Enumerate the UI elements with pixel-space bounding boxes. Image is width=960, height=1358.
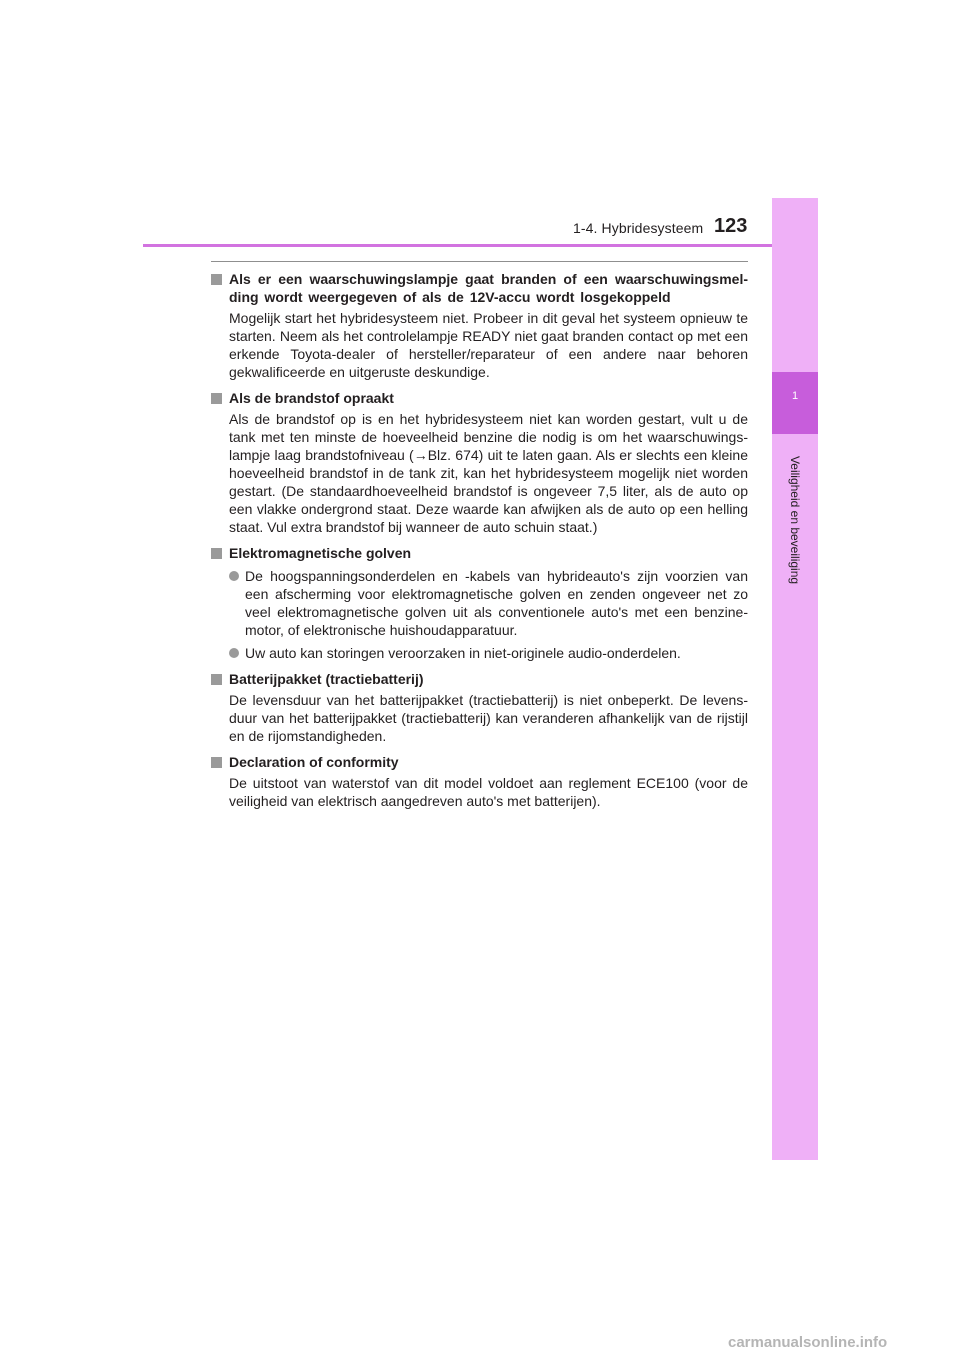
section-item <box>211 270 748 381</box>
side-chapter-block[interactable] <box>772 372 818 434</box>
round-bullet-icon <box>229 648 239 658</box>
header-rule <box>143 244 818 247</box>
square-bullet-icon <box>211 548 222 559</box>
page-number: 123 <box>714 215 748 237</box>
content-top-rule <box>211 261 748 262</box>
section-title: Batterijpakket (tractiebatterij) <box>229 671 424 687</box>
square-bullet-icon <box>211 674 222 685</box>
square-bullet-icon <box>211 757 222 768</box>
section-item <box>211 544 748 662</box>
section-body: De uitstoot van waterstof van dit model voldoet aan reglement ECE100 (voor de veiligheid van elektrisch aangedreven auto's met batterijen). <box>229 775 748 809</box>
list-item <box>229 644 748 662</box>
square-bullet-icon <box>211 274 222 285</box>
watermark: carmanualsonline.info <box>728 1334 888 1351</box>
list-item-text: De hoogspanningsonderdelen en -kabels van hybrideauto's zijn voorzien van een afscherming voor elektromagnetische golven en zenden ongeveer net zo veel elektromagnetische golven uit als conventionele auto's met een benzine-motor, of elektronische huishoudapparatuur. <box>245 568 748 638</box>
main-content <box>211 261 748 818</box>
side-chapter-title: Veiligheid en beveiliging <box>788 455 802 585</box>
section-body: Mogelijk start het hybridesysteem niet. Probeer in dit geval het systeem opnieuw te starten. Neem als het controlelampje READY niet gaat branden contact op met een erkende Toyota-dealer of hersteller/reparateur of een andere naar behoren gekwalificeerde en uitgeruste deskundige. <box>229 310 748 380</box>
section-item <box>211 753 748 810</box>
section-title: Declaration of conformity <box>229 754 399 770</box>
section-body: De levensduur van het batterijpakket (tractiebatterij) is niet onbeperkt. De levens-duur van het batterijpakket (tractiebatterij) kan veranderen afhankelijk van de rijstijl en de rijomstandigheden. <box>229 692 748 744</box>
section-body: Als de brandstof op is en het hybridesysteem niet kan worden gestart, vult u de tank met ten minste de hoeveelheid benzine die nodig is om het waarschuwings-lampje laag brandstofniveau (→Blz. 674) uit te laten gaan. Als er slechts een kleine hoeveelheid brandstof in de tank zit, kan het hybridesysteem mogelijk niet worden gestart. (De standaardhoeveelheid brandstof is ongeveer 7,5 liter, als de auto op een vlakke ondergrond staat. Deze waarde kan afwijken als de auto op een helling staat. Vul extra brandstof bij wanneer de auto schuin staat.) <box>229 411 748 535</box>
list-item-text: Uw auto kan storingen veroorzaken in niet-originele audio-onderdelen. <box>245 645 681 661</box>
side-tab <box>772 198 818 1160</box>
section-item <box>211 389 748 536</box>
side-chapter-number: 1 <box>791 390 799 402</box>
list-item <box>229 567 748 639</box>
section-item <box>211 670 748 745</box>
round-bullet-icon <box>229 571 239 581</box>
section-title: Als de brandstof opraakt <box>229 390 394 406</box>
section-title: Als er een waarschuwingslampje gaat branden of een waarschuwingsmel-ding wordt weergegeven of als de 12V-accu wordt losgekoppeld <box>229 271 748 305</box>
section-title: Elektromagnetische golven <box>229 545 412 561</box>
running-header-section: 1-4. Hybridesysteem <box>573 220 704 236</box>
square-bullet-icon <box>211 393 222 404</box>
